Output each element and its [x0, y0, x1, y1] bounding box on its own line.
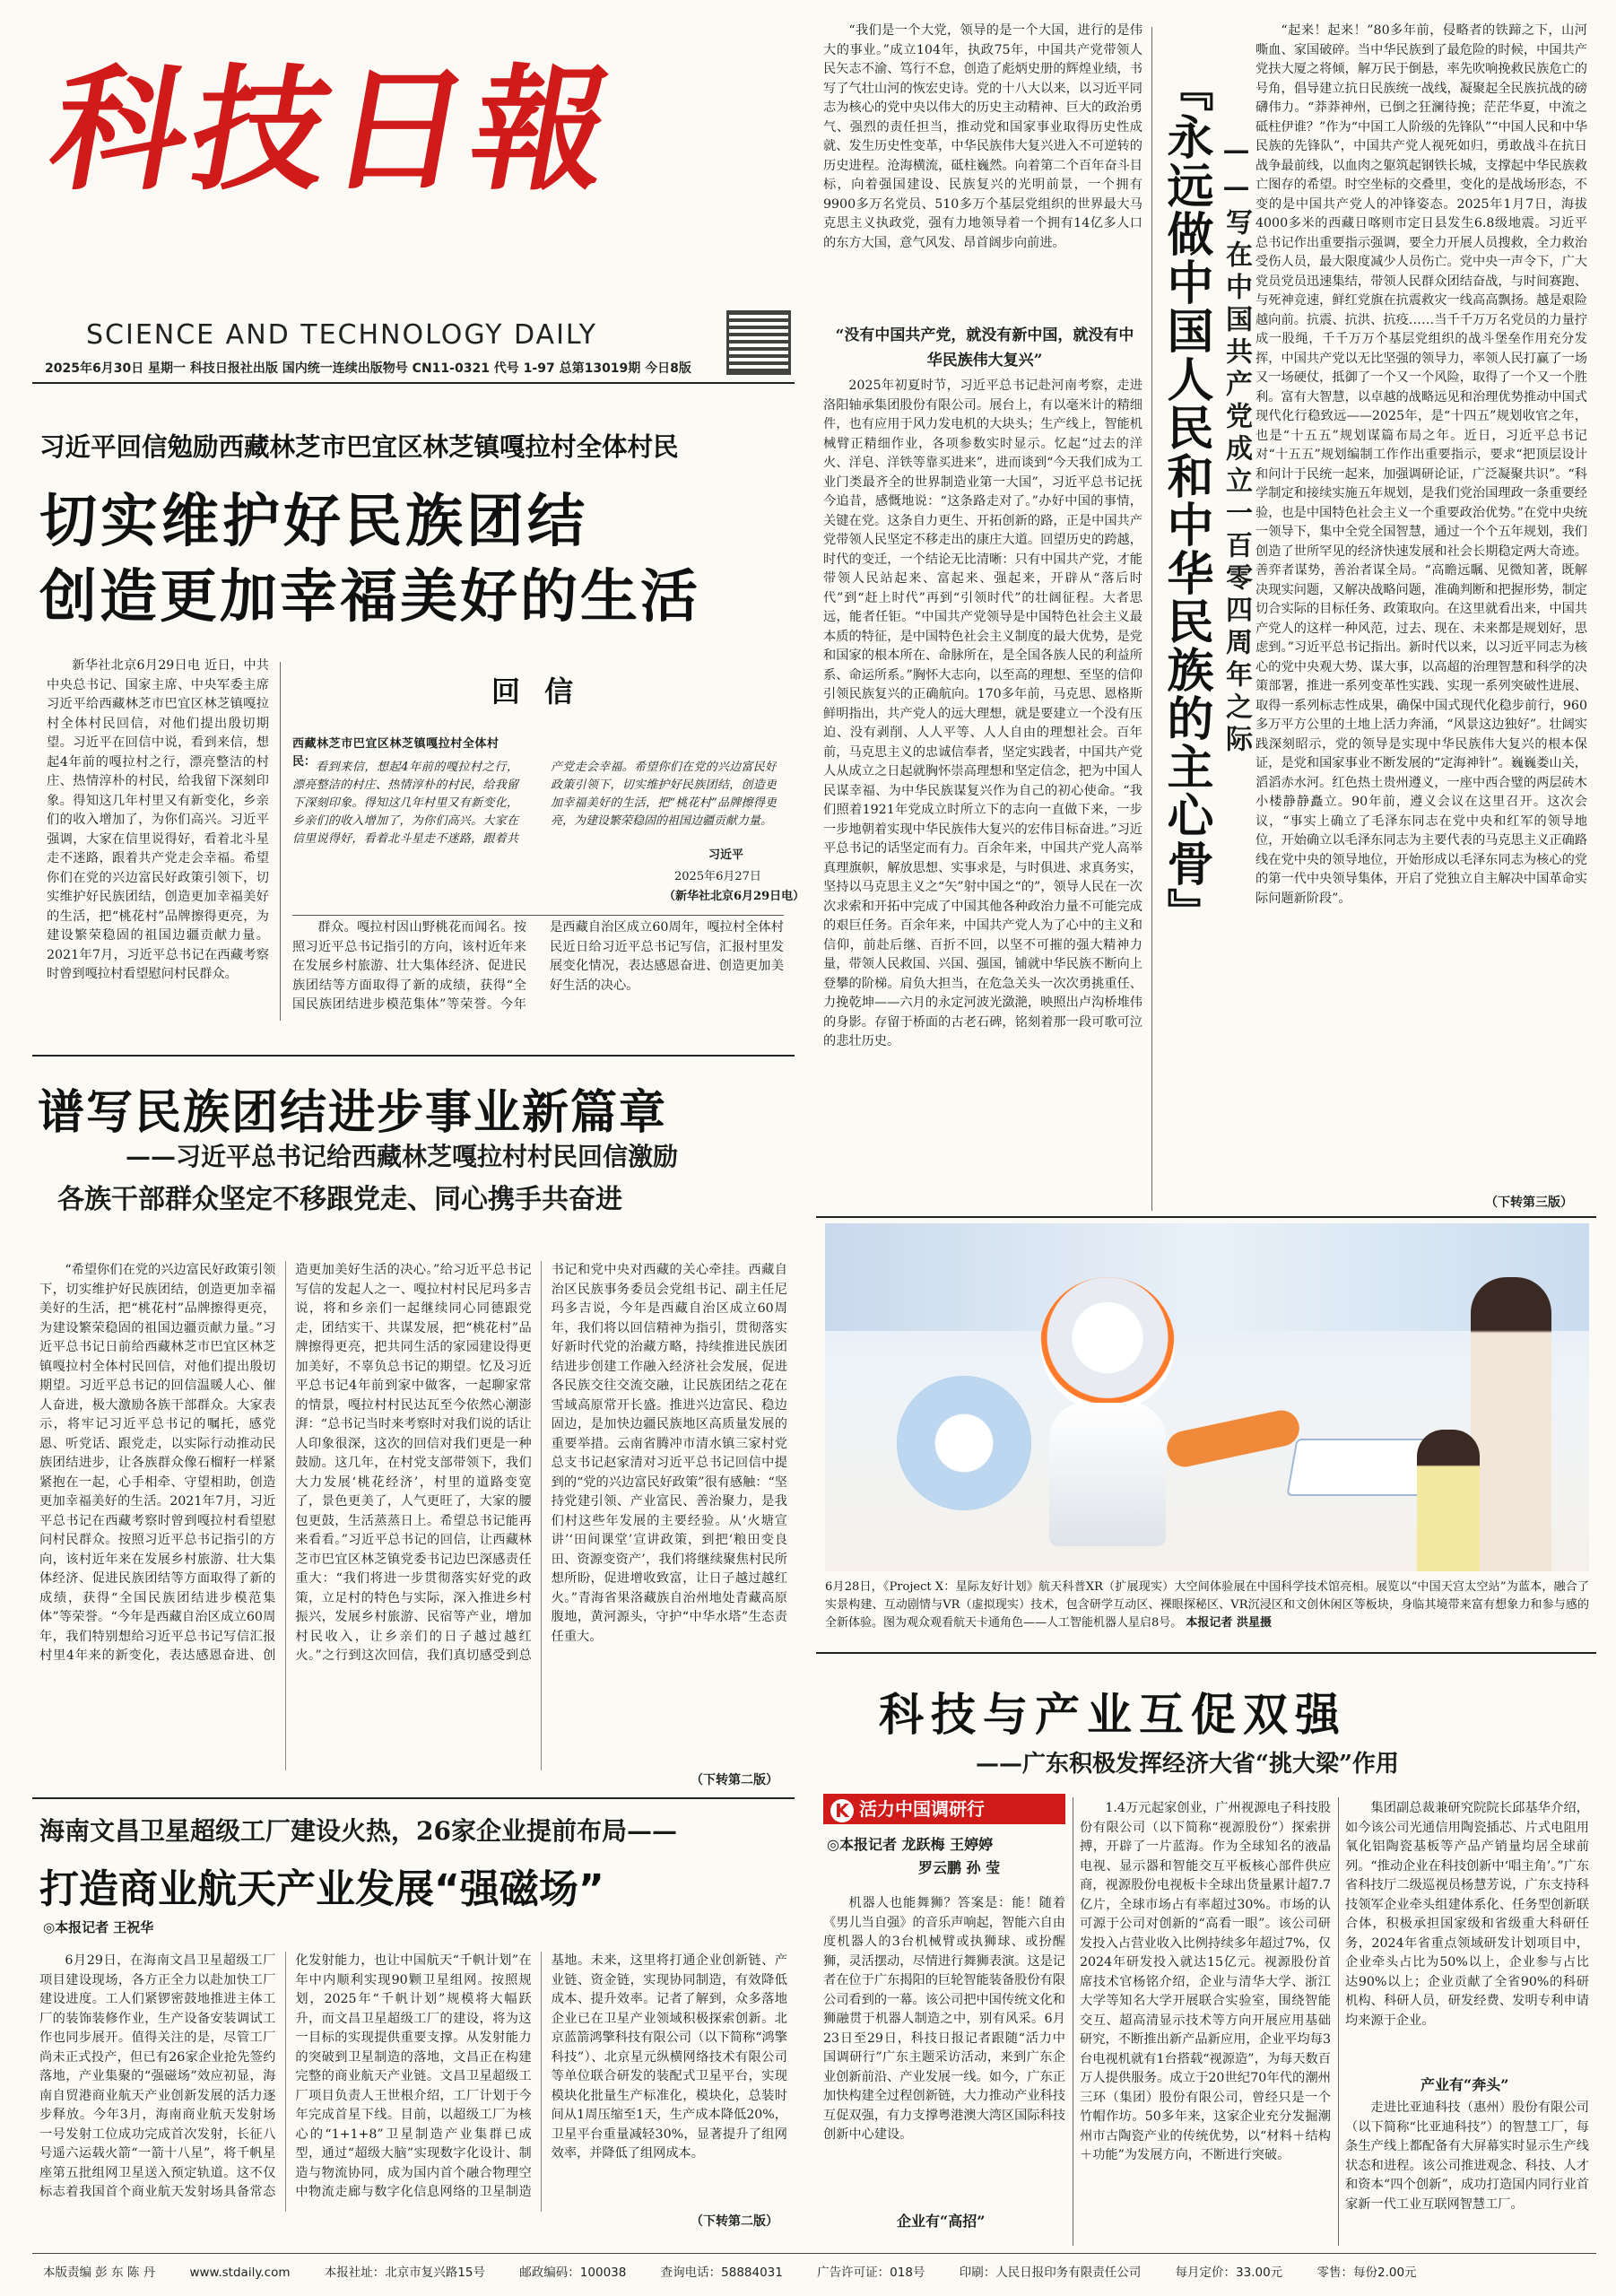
masthead-title: 科技日報 — [39, 51, 628, 209]
footer-bar — [43, 2262, 1586, 2280]
science-title: 科技与产业互促双强 — [879, 1689, 1347, 1741]
qr-code[interactable] — [726, 310, 791, 375]
footer-printer: 印刷：人民日报印务有限责任公司 — [959, 2266, 1142, 2280]
feature-subhead: “没有中国共产党，就没有新中国，就没有中华民族伟大复兴” — [835, 326, 1134, 370]
footer-license: 广告许可证：018号 — [817, 2266, 925, 2280]
science-subhead-a: 企业有“高招” — [897, 2213, 986, 2230]
third-byline: ◎本报记者 王祝华 — [43, 1919, 154, 1935]
k-icon: K — [830, 1799, 854, 1822]
news-photo[interactable] — [825, 1223, 1589, 1571]
science-sub: ——广东积极发挥经济大省“挑大梁”作用 — [976, 1751, 1399, 1778]
footer-monthly-price: 每月定价：33.00元 — [1175, 2266, 1283, 2280]
footer-phone: 查询电话：58884031 — [660, 2266, 783, 2280]
second-title: 谱写民族团结进步事业新篇章 — [38, 1086, 668, 1140]
third-cont: （下转第二版） — [691, 2214, 778, 2229]
second-sub-2: 各族干部群众坚定不移跟党走、同心携手共奋进 — [57, 1184, 622, 1215]
footer-address: 本报社址：北京市复兴路15号 — [324, 2266, 485, 2280]
letter-date: 2025年6月27日 — [674, 870, 761, 883]
science-byline-2: 罗云鹏 孙 莹 — [918, 1859, 1001, 1876]
visitor-child — [1417, 1430, 1480, 1571]
letter-salute: 西藏林芝市巴宜区林芝镇嘎拉村全体村民： — [292, 737, 499, 769]
footer-editor: 本版责编 彭 东 陈 丹 — [43, 2266, 156, 2280]
letter-source: （新华社北京6月29日电） — [664, 890, 805, 903]
letter-sign: 习近平 — [708, 848, 744, 862]
feature-body-3: “起来！起来！”80多年前，侵略者的铁蹄之下，山河嘶血、家国破碎。当中华民族到了最危险的时候，中国共产党扶大厦之将倾，解万民于倒悬，率先吹响挽救民族危亡的号角，倡导建立抗日民族统一战线，凝聚起全民族抗战的磅礴伟力。“莽莽神州，已倒之狂澜待挽；茫茫华夏，中流之砥柱伊谁？”作为“中国工人阶级的先锋队”“中国人民和中华民族的先锋队”，中国共产党人视死如归，勇敢战斗在抗日战争最前线，以血肉之躯筑起钢铁长城，支撑起中华民族救亡图存的希望。时空坐标的交叠里，变化的是战场形态，不变的是中国共产党人的冲锋姿态。2025年1月7日，海拔4000多米的西藏日喀则市定日县发生6.8级地震。习近平总书记作出重要指示强调，要全力开展人员搜救，全力救治受伤人员，最大限度减少人员伤亡。党中央一声令下，广大党员党员迅速集结，带领人民群众团结奋战，与时间赛跑、与死神竞速，鲜红党旗在抗震救灾一线高高飘扬。越是艰险越向前。抗震、抗洪、抗疫……当千千万万名党员的力量拧成一股绳，千千万万个基层党组织的战斗堡垒作用充分发挥，中国共产党以无比坚强的领导力，率领人民打赢了一场又一场硬仗，抵御了一个又一个风险，取得了一个又一个胜利。富有大智慧，以卓越的战略远见和治理优势推动中国式现代化行稳致远——2025年，是“十四五”规划收官之年，也是“十五五”规划谋篇布局之年。近日，习近平总书记对“十五五”规划编制工作作出重要指示，要求“把顶层设计和问计于民统一起来，加强调研论证，广泛凝聚共识”。“科学制定和接续实施五年规划，是我们党治国理政一条重要经验，也是中国特色社会主义一个重要政治优势。”在党中央统一领导下，集中全党全国智慧，通过一个个五年规划，我们创造了世所罕见的经济快速发展和社会长期稳定两大奇迹。善弈者谋势，善治者谋全局。“高瞻远瞩、见微知著，既解决现实问题，又解决战略问题，准确判断和把握形势，制定切合实际的目标任务、政策取向。在这里就看出来，中国共产党人的这样一种风范，过去、现在、未来都是规划好，思虑到。”习近平总书记指出。新时代以来，以习近平同志为核心的党中央观大势、谋大事，以高超的治理智慧和科学的决策部署，推进一系列变革性实践、实现一系列突破性进展、取得一系列标志性成果，确保中国式现代化稳步前行，960多万平方公里的土地上活力奔涌，“风景这边独好”。壮阔实践深刻昭示，党的领导是实现中华民族伟大复兴的根本保证，是党和国家事业不断发展的“定海神针”。巍巍娄山关，滔滔赤水河。红色热土贵州遵义，一座中西合璧的两层砖木小楼静静矗立。90年前，遵义会议在这里召开。这次会议，“事实上确立了毛泽东同志在党中央和红军的领导地位，开始确立以毛泽东同志为主要代表的马克思主义正确路线在党中央的领导地位，开始形成以毛泽东同志为核心的党的第一代中央领导集体，开启了党独立自主解决中国革命实际问题新阶段”。 — [1255, 23, 1587, 906]
third-title: 打造商业航天产业发展“强磁场” — [39, 1866, 604, 1912]
feature-cont: （下转第三版） — [1485, 1196, 1573, 1210]
masthead-english: SCIENCE AND TECHNOLOGY DAILY — [86, 319, 597, 351]
third-kicker: 海南文昌卫星超级工厂建设火热，26家企业提前布局—— — [39, 1816, 677, 1846]
issue-line: 2025年6月30日 星期一 科技日报社出版 国内统一连续出版物号 CN11-0321 代号 1-97 总第13019期 今日8版 — [45, 361, 691, 376]
science-body-3: 集团副总裁兼研究院院长邱基华介绍，如今该公司光通信用陶瓷插芯、片式电阻用氧化铝陶瓷基板等产品产销量均居全球前列。“推动企业在科技创新中‘唱主角’。”广东省科技厅二级巡视员杨慧芳说，广东支持科技领军企业牵头组建体系化、任务型创新联合体，积极承担国家级和省级重大科研任务，2024年省重点领域研发计划项目中，企业牵头占比为50%以上，企业参与占比达90%以上；企业贡献了全省90%的科研机构、科研人员，研发经费、发明专利申请均来源于企业。 — [1345, 1801, 1589, 2028]
science-body-2: 1.4万元起家创业，广州视源电子科技股份有限公司（以下简称“视源股份”）探索拼搏，开辟了一片蓝海。作为全球知名的液晶电视、显示器和智能交互平板核心部件供应商，视源股份电视板卡全球出货量累计超7.7亿片，全球市场占有率超过30%。市场的认可源于公司对创新的“高看一眼”。该公司研发投入占营业收入比例持续多年超过7%，仅2024年研发投入就达15亿元。视源股份首席技术官杨铭介绍，企业与清华大学、浙江大学等知名大学开展联合实验室，围绕智能交互、超高清显示技术等方向开展应用基础研究，不断推出新产品新应用，企业平均每3台电视机就有1台搭载“视源造”，为每天数百万人提供服务。成立于20世纪70年代的潮州三环（集团）股份有限公司，曾经只是一个竹帽作坊。50多年来，这家企业充分发掘潮州市古陶瓷产业的传统优势，以“材料＋结构＋功能”为发展方向，不断进行突破。 — [1080, 1801, 1331, 2162]
science-byline-1: ◎本报记者 龙跃梅 王婷婷 — [827, 1836, 994, 1853]
science-body-4: 走进比亚迪科技（惠州）股份有限公司（以下简称“比亚迪科技”）的智慧工厂，每条生产线上都配备有大屏幕实时显示生产线状态和进程。该公司推进观念、科技、人才和资本“四个创新”，成功打造国内同行业首家新一代工业互联网智慧工厂。 — [1345, 2100, 1589, 2212]
photo-caption: 6月28日，《Project X：星际友好计划》航天科普XR（扩展现实）大空间体验展在中国科学技术馆亮相。展览以“中国天宫太空站”为蓝本，融合了实景构建、互动剧情与VR（虚拟现实）技术，包含研学互动区、裸眼探秘区、VR沉浸区和文创休闲区等板块，身临其境带来富有想象力和参与感的全新体验。图为观众观看航天卡通角色——人工智能机器人星启8号。 本报记者 洪星摄 — [825, 1580, 1589, 1630]
letter-title: 回 信 — [491, 674, 581, 709]
visitor-woman — [1471, 1277, 1551, 1571]
feature-body-2: 2025年初夏时节，习近平总书记赴河南考察，走进洛阳轴承集团股份有限公司。展台上，有以毫米计的精细件，也有应用于风力发电机的大块头；生产线上，智能机械臂正精细作业，各项参数实时显示。忆起“过去的洋火、洋皂、洋铁等靠买进来”，进而谈到“今天我们成为工业门类最齐全的世界制造业第一大国”，习近平总书记抚今追昔，感慨地说：“这条路走对了。”办好中国的事情，关键在党。这条自力更生、开拓创新的路，正是中国共产党带领人民坚定不移走出的康庄大道。回望历史的跨越，时代的变迁，一个结论无比清晰：只有中国共产党，才能带领人民站起来、富起来、强起来，开辟从“落后时代”到“赶上时代”再到“引领时代”的壮阔征程。大者思远，能者任钜。“中国共产党领导是中国特色社会主义最本质的特征，是中国特色社会主义制度的最大优势，是党和国家的根本所在、命脉所在，是全国各族人民的利益所系、命运所系。”胸怀大志向，以至高的理想、至坚的信仰引领民族复兴的正确航向。170多年前，马克思、恩格斯鲜明指出，共产党人的远大理想，就是要建立一个没有压迫、没有剥削、人人平等、人人自由的理想社会。百年前，马克思主义的忠诚信奉者，坚定实践者，中国共产党人从成立之日起就胸怀崇高理想和坚定信念，把为中国人民谋幸福、为中华民族谋复兴作为自己的初心使命。“我们照着1921年党成立时所立下的志向一直做下来，一步一步地朝着实现中华民族伟大复兴的宏伟目标奋进。”习近平总书记的话坚定而有力。百余年来，中国共产党人高举真理旗帜，解放思想、实事求是，与时俱进、求真务实，坚持以马克思主义之“矢”射中国之“的”，领导人民在一次次求索和开拓中完成了中国其他各种政治力量不可能完成的艰巨任务。百余年来，中国共产党人为了心中的主义和信仰，前赴后继、百折不回，以坚不可摧的强大精神力量，带领人民救国、兴国、强国，铺就中华民族不断向上登攀的阶梯。肩负大担当，在危急关头一次次勇挑重任、力挽乾坤——六月的永定河波光潋滟，映照出卢沟桥堆伟的身影。存留于桥面的古老石碑，铭刻着那一段可歌可泣的悲壮历史。 — [823, 378, 1142, 1048]
footer-website[interactable]: www.stdaily.com — [189, 2266, 291, 2280]
lead-title-1: 切实维护好民族团结 — [39, 489, 588, 555]
science-subhead-b: 产业有“奔头” — [1421, 2076, 1509, 2093]
lead-title-2: 创造更加幸福美好的生活 — [39, 564, 700, 631]
column-badge: K 活力中国调研行 — [823, 1794, 1065, 1824]
second-body: “希望你们在党的兴边富民好政策引领下，切实维护好民族团结，创造更加幸福美好的生活，把“桃花村”品牌擦得更亮，为建设繁荣稳固的祖国边疆贡献力量。”习近平总书记日前给西藏林芝市巴宜区林芝镇嘎拉村全体村民回信，对他们提出殷切期望。习近平总书记的回信温暖人心、催人奋进，极大激励各族干部群众。大家表示，将牢记习近平总书记的嘱托，感党恩、听党话、跟党走，以实际行动推动民族团结进步，让各族群众像石榴籽一样紧紧抱在一起，心手相牵、守望相助，创造更加幸福美好的生活。2021年7月，习近平总书记在西藏考察时曾到嘎拉村看望慰问村民群众。按照习近平总书记指引的方向，该村近年来在发展乡村旅游、壮大集体经济、促进民族团结等方面取得了新的成绩，获得“全国民族团结进步模范集体”等荣誉。“今年是西藏自治区成立60周年，我们特别想给习近平总书记写信汇报村里4年来的新变化，表达感恩奋进、创造更加美好生活的决心。”给习近平总书记写信的发起人之一、嘎拉村村民尼玛多吉说，将和乡亲们一起继续同心同德跟党走，团结实干、共谋发展，把“桃花村”品牌擦得更亮，把共同生活的家园建设得更加美好，不辜负总书记的期望。忆及习近平总书记4年前到家中做客，一起聊家常的情景，嘎拉村村民达瓦至今依然心潮澎湃：“总书记当时来考察时对我们说的话让人印象很深，这次的回信对我们更是一种鼓励。这几年，在村党支部带领下，我们大力发展‘桃花经济’，村里的道路变宽了，景色更美了，人气更旺了，大家的腰包更鼓，生活蒸蒸日上。希望总书记能再来看看。”习近平总书记的回信，让西藏林芝市巴宜区林芝镇党委书记边巴深感责任重大：“我们将进一步贯彻落实好党的政策，立足村的特色与实际，深入推进乡村振兴，发展乡村旅游、民宿等产业，增加村民收入，让乡亲们的日子越过越红火。”之行到这次回信，我们真切感受到总书记和党中央对西藏的关心牵挂。西藏自治区民族事务委员会党组书记、副主任尼玛多吉说，今年是西藏自治区成立60周年，我们将以回信精神为指引，贯彻落实好新时代党的治藏方略，持续推进民族团结进步创建工作融入经济社会发展，促进各民族交往交流交融，让民族团结之花在雪域高原常开长盛。推进兴边富民、稳边固边，是加快边疆民族地区高质量发展的重要举措。云南省腾冲市清水镇三家村党总支书记赵家清对习近平总书记回信中提到的“党的兴边富民好政策”很有感触：“坚持党建引领、产业富民、善治聚力，是我们村这些年发展的主要经验。从‘火塘宣讲’‘田间课堂’宣讲政策，到把‘粮田变良田、资源变资产’，我们将继续聚焦村民所想所盼，促进增收致富，让日子越过越红火。”青海省果洛藏族自治州地处青藏高原腹地，黄河源头，守护“中华水塔”生态责任重大。 — [39, 1263, 787, 1663]
feature-title: 『永远做中国人民和中华民族的主心骨』 — [1159, 65, 1212, 936]
feature-body-1: “我们是一个大党，领导的是一个大国，进行的是伟大的事业。”成立104年，执政75年，中国共产党带领人民矢志不渝、笃行不怠，创造了彪炳史册的辉煌业绩，书写了气壮山河的恢宏史诗。党的十八大以来，以习近平同志为核心的党中央以伟大的历史主动精神、巨大的政治勇气、强烈的责任担当，推动党和国家事业取得历史性成就、发生历史性变革，中华民族伟大复兴进入不可逆转的历史进程。沧海横流，砥柱巍然。向着第二个百年奋斗目标，向着强国建设、民族复兴的光明前景，一个拥有9900多万名党员、510多万个基层党组织的世界最大马克思主义执政党，强有力地领导着一个拥有14亿多人口的东方大国，意气风发、昂首阔步向前进。 — [823, 23, 1142, 250]
science-body-1: 机器人也能舞狮？答案是：能！随着《男儿当自强》的音乐声响起，智能六自由度机器人的3台机械臂或执狮球、或扮醒狮，灵活摆动，尽情进行舞狮表演。这是记者在位于广东揭阳的巨轮智能装备股份有限公司看到的一幕。该公司把中国传统文化和狮融贯于机器人制造之中，别有风采。6月23日至29日，科技日报记者跟随“活力中国调研行”广东主题采访活动，来到广东企业创新前沿、产业发展一线。如今，广东正加快构建全过程创新链，大力推动产业科技互促双强，有力支撑粤港澳大湾区国际科技创新中心建设。 — [823, 1896, 1065, 2142]
robot-figure — [1040, 1277, 1175, 1412]
second-sub-1: ——习近平总书记给西藏林芝嘎拉村村民回信激励 — [126, 1142, 679, 1171]
lead-cont-body: 群众。嘎拉村因山野桃花而闻名。按照习近平总书记指引的方向，该村近年来在发展乡村旅游、壮大集体经济、促进民族团结等方面取得了新的成绩，获得“全国民族团结进步模范集体”等荣誉。今年是西藏自治区成立60周年，嘎拉村全体村民近日给习近平总书记写信，汇报村里发展变化情况，表达感恩奋进、创造更加美好生活的决心。 — [292, 920, 784, 1012]
letter-body: 看到来信，想起4年前的嘎拉村之行，漂亮整洁的村庄、热情淳朴的村民，给我留下深刻印象。得知这几年村里又有新变化，乡亲们的收入增加了，为你们高兴。大家在信里说得好，看着北斗星走不迷路，跟着共产党走会幸福。希望你们在党的兴边富民好政策引领下，切实维护好民族团结，创造更加幸福美好的生活，把“桃花村”品牌擦得更亮，为建设繁荣稳固的祖国边疆贡献力量。 — [292, 761, 777, 846]
third-body: 6月29日，在海南文昌卫星超级工厂项目建设现场，各方正全力以赴加快工厂建设进度。工人们紧锣密鼓地推进主体工厂的装饰装修作业，生产设备安装调试工作也同步展开。值得关注的是，尽管工厂尚未正式投产，但已有26家企业抢先签约落地，产业集聚的“强磁场”效应初显，海南自贸港商业航天产业创新发展的活力逐步释放。今年3月，海南商业航天发射场一号发射工位成功完成首次发射，长征八号遥六运载火箭“一箭十八星”，将千帆星座第五批组网卫星送入预定轨道。这不仅标志着我国首个商业航天发射场具备常态化发射能力，也让中国航天“千帆计划”在年中内顺利实现90颗卫星组网。按照规划，2025年“千帆计划”规模将大幅跃升，而文昌卫星超级工厂的建设，将为这一目标的实现提供重要支撑。从发射能力的突破到卫星制造的落地，文昌正在构建完整的商业航天产业链。文昌卫星超级工厂项目负责人王世根介绍，工厂计划于今年完成首星下线。目前，以超级工厂为核心的“1+1+8”卫星制造产业集群已成型，通过“超级大脑”实现数字化设计、制造与物流协同，成为国内首个融合物理空中物流走廊与数字化信息网络的卫星制造基地。未来，这里将打通企业创新链、产业链、资金链，实现协同制造，有效降低成本、提升效率。记者了解到，众多落地企业已在卫星产业领域积极探索创新。北京蓝箭鸿擎科技有限公司（以下简称“鸿擎科技”）、北京星元纵横网络技术有限公司等单位联合研发的装配式卫星平台，实现模块化批量生产标准化，模块化，总装时间从1周压缩至1天，生产成本降低20%，卫星平台重量减轻30%，显著提升了组网效率，并降低了组网成本。 — [39, 1953, 787, 2199]
footer-postcode: 邮政编码：100038 — [519, 2266, 627, 2280]
feature-subtitle: ——写在中国共产党成立一百零四周年之际 — [1221, 135, 1252, 757]
lead-kicker: 习近平回信勉励西藏林芝市巴宜区林芝镇嘎拉村全体村民 — [39, 431, 679, 462]
lead-news-body: 新华社北京6月29日电 近日，中共中央总书记、国家主席、中央军委主席习近平给西藏林芝市巴宜区林芝镇嘎拉村全体村民回信，对他们提出殷切期望。习近平在回信中说，看到来信，想起4年前的嘎拉村之行，漂亮整洁的村庄、热情淳朴的村民，给我留下深刻印象。得知这几年村里又有新变化，乡亲们的收入增加了，为你们高兴。习近平强调，大家在信里说得好，看着北斗星走不迷路，跟着共产党走会幸福。希望你们在党的兴边富民好政策引领下，切实维护好民族团结，创造更加幸福美好的生活，把“桃花村”品牌擦得更亮，为建设繁荣稳固的祖国边疆贡献力量。2021年7月，习近平总书记在西藏考察时曾到嘎拉村看望慰问村民群众。 — [47, 658, 269, 981]
footer-retail-price: 零售：每份2.00元 — [1316, 2266, 1417, 2280]
second-cont: （下转第二版） — [691, 1773, 778, 1787]
